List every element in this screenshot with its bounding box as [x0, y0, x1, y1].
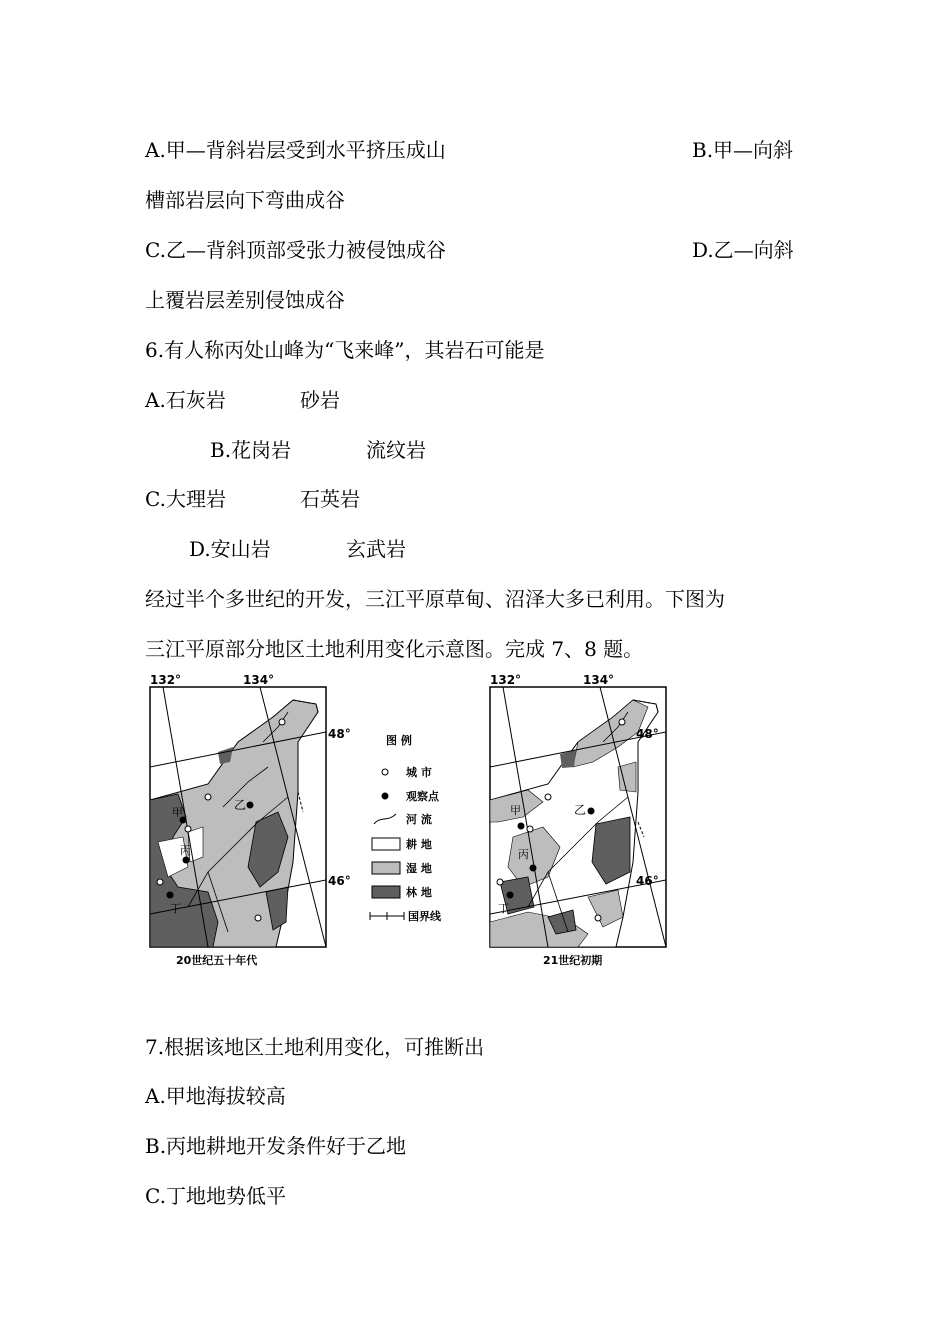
map-1950s	[150, 673, 351, 967]
obs-point-bing	[183, 857, 190, 864]
obs-point-ding	[167, 892, 174, 899]
city-marker	[545, 794, 551, 800]
label-bing: 丙	[518, 848, 529, 861]
q6-option-c2: 石英岩	[300, 487, 360, 511]
label-bing: 丙	[180, 844, 191, 857]
label-jia: 甲	[172, 806, 183, 819]
obs-point-bing	[530, 865, 537, 872]
legend-wet: 湿 地	[406, 862, 432, 875]
q6-option-c1: C.大理岩	[145, 487, 226, 511]
intro-line-1: 经过半个多世纪的开发，三江平原草甸、沼泽大多已利用。下图为	[145, 587, 725, 611]
q6-option-a1: A.石灰岩	[145, 388, 226, 412]
q6-option-b1: B.花岗岩	[210, 438, 292, 462]
q7-option-b: B.丙地耕地开发条件好于乙地	[145, 1134, 407, 1158]
label-lat-46: 46°	[636, 874, 659, 888]
label-lon-134: 134°	[583, 673, 615, 687]
label-lon-132: 132°	[490, 673, 522, 687]
q6-option-b2: 流纹岩	[366, 438, 426, 462]
label-ding: 丁	[170, 902, 181, 915]
legend	[370, 733, 442, 923]
city-marker	[279, 719, 285, 725]
city-marker	[255, 915, 261, 921]
legend-title: 图 例	[386, 734, 412, 747]
question-6: 6.有人称丙处山峰为“飞来峰”，其岩石可能是	[145, 338, 545, 362]
city-marker	[205, 794, 211, 800]
legend-obs: 观察点	[406, 790, 439, 803]
q5-option-b-tail: 槽部岩层向下弯曲成谷	[145, 188, 345, 212]
city-marker	[595, 915, 601, 921]
label-yi: 乙	[234, 798, 247, 812]
obs-point-jia	[518, 823, 525, 830]
question-7: 7.根据该地区土地利用变化，可推断出	[145, 1035, 485, 1059]
legend-city: 城 市	[406, 766, 432, 779]
caption-left: 20世纪五十年代	[176, 954, 258, 967]
label-lat-48: 48°	[328, 727, 351, 741]
obs-point-ding	[507, 892, 514, 899]
legend-river: 河 流	[406, 813, 432, 826]
legend-farm: 耕 地	[406, 838, 432, 851]
q6-option-a2: 砂岩	[300, 388, 340, 412]
land-use-map-figure	[148, 672, 668, 972]
label-jia: 甲	[510, 804, 521, 817]
label-lon-134: 134°	[243, 673, 275, 687]
label-lat-46: 46°	[328, 874, 351, 888]
caption-right: 21世纪初期	[543, 954, 603, 967]
q5-option-d-head: D.乙—向斜	[692, 238, 794, 262]
label-lat-48: 48°	[636, 727, 659, 741]
city-marker	[527, 826, 533, 832]
q7-option-a: A.甲地海拔较高	[145, 1084, 286, 1108]
city-marker	[497, 879, 503, 885]
q5-option-b-head: B.甲—向斜	[692, 138, 794, 162]
q5-option-c: C.乙—背斜顶部受张力被侵蚀成谷	[145, 238, 446, 262]
q5-option-a: A.甲—背斜岩层受到水平挤压成山	[145, 138, 446, 162]
q5-option-d-tail: 上覆岩层差别侵蚀成谷	[145, 288, 345, 312]
map-2000s	[490, 673, 666, 967]
legend-forest: 林 地	[406, 886, 432, 899]
city-marker	[619, 719, 625, 725]
obs-point-yi	[247, 802, 254, 809]
city-marker	[185, 826, 191, 832]
q7-option-c: C.丁地地势低平	[145, 1184, 286, 1208]
city-marker	[157, 879, 163, 885]
intro-line-2: 三江平原部分地区土地利用变化示意图。完成 7、8 题。	[145, 637, 644, 661]
obs-point-yi	[588, 808, 595, 815]
label-yi: 乙	[574, 803, 587, 817]
label-ding: 丁	[498, 902, 509, 915]
q6-option-d2: 玄武岩	[346, 537, 406, 561]
q6-option-d1: D.安山岩	[189, 537, 271, 561]
label-lon-132: 132°	[150, 673, 182, 687]
legend-border: 国界线	[408, 910, 441, 923]
